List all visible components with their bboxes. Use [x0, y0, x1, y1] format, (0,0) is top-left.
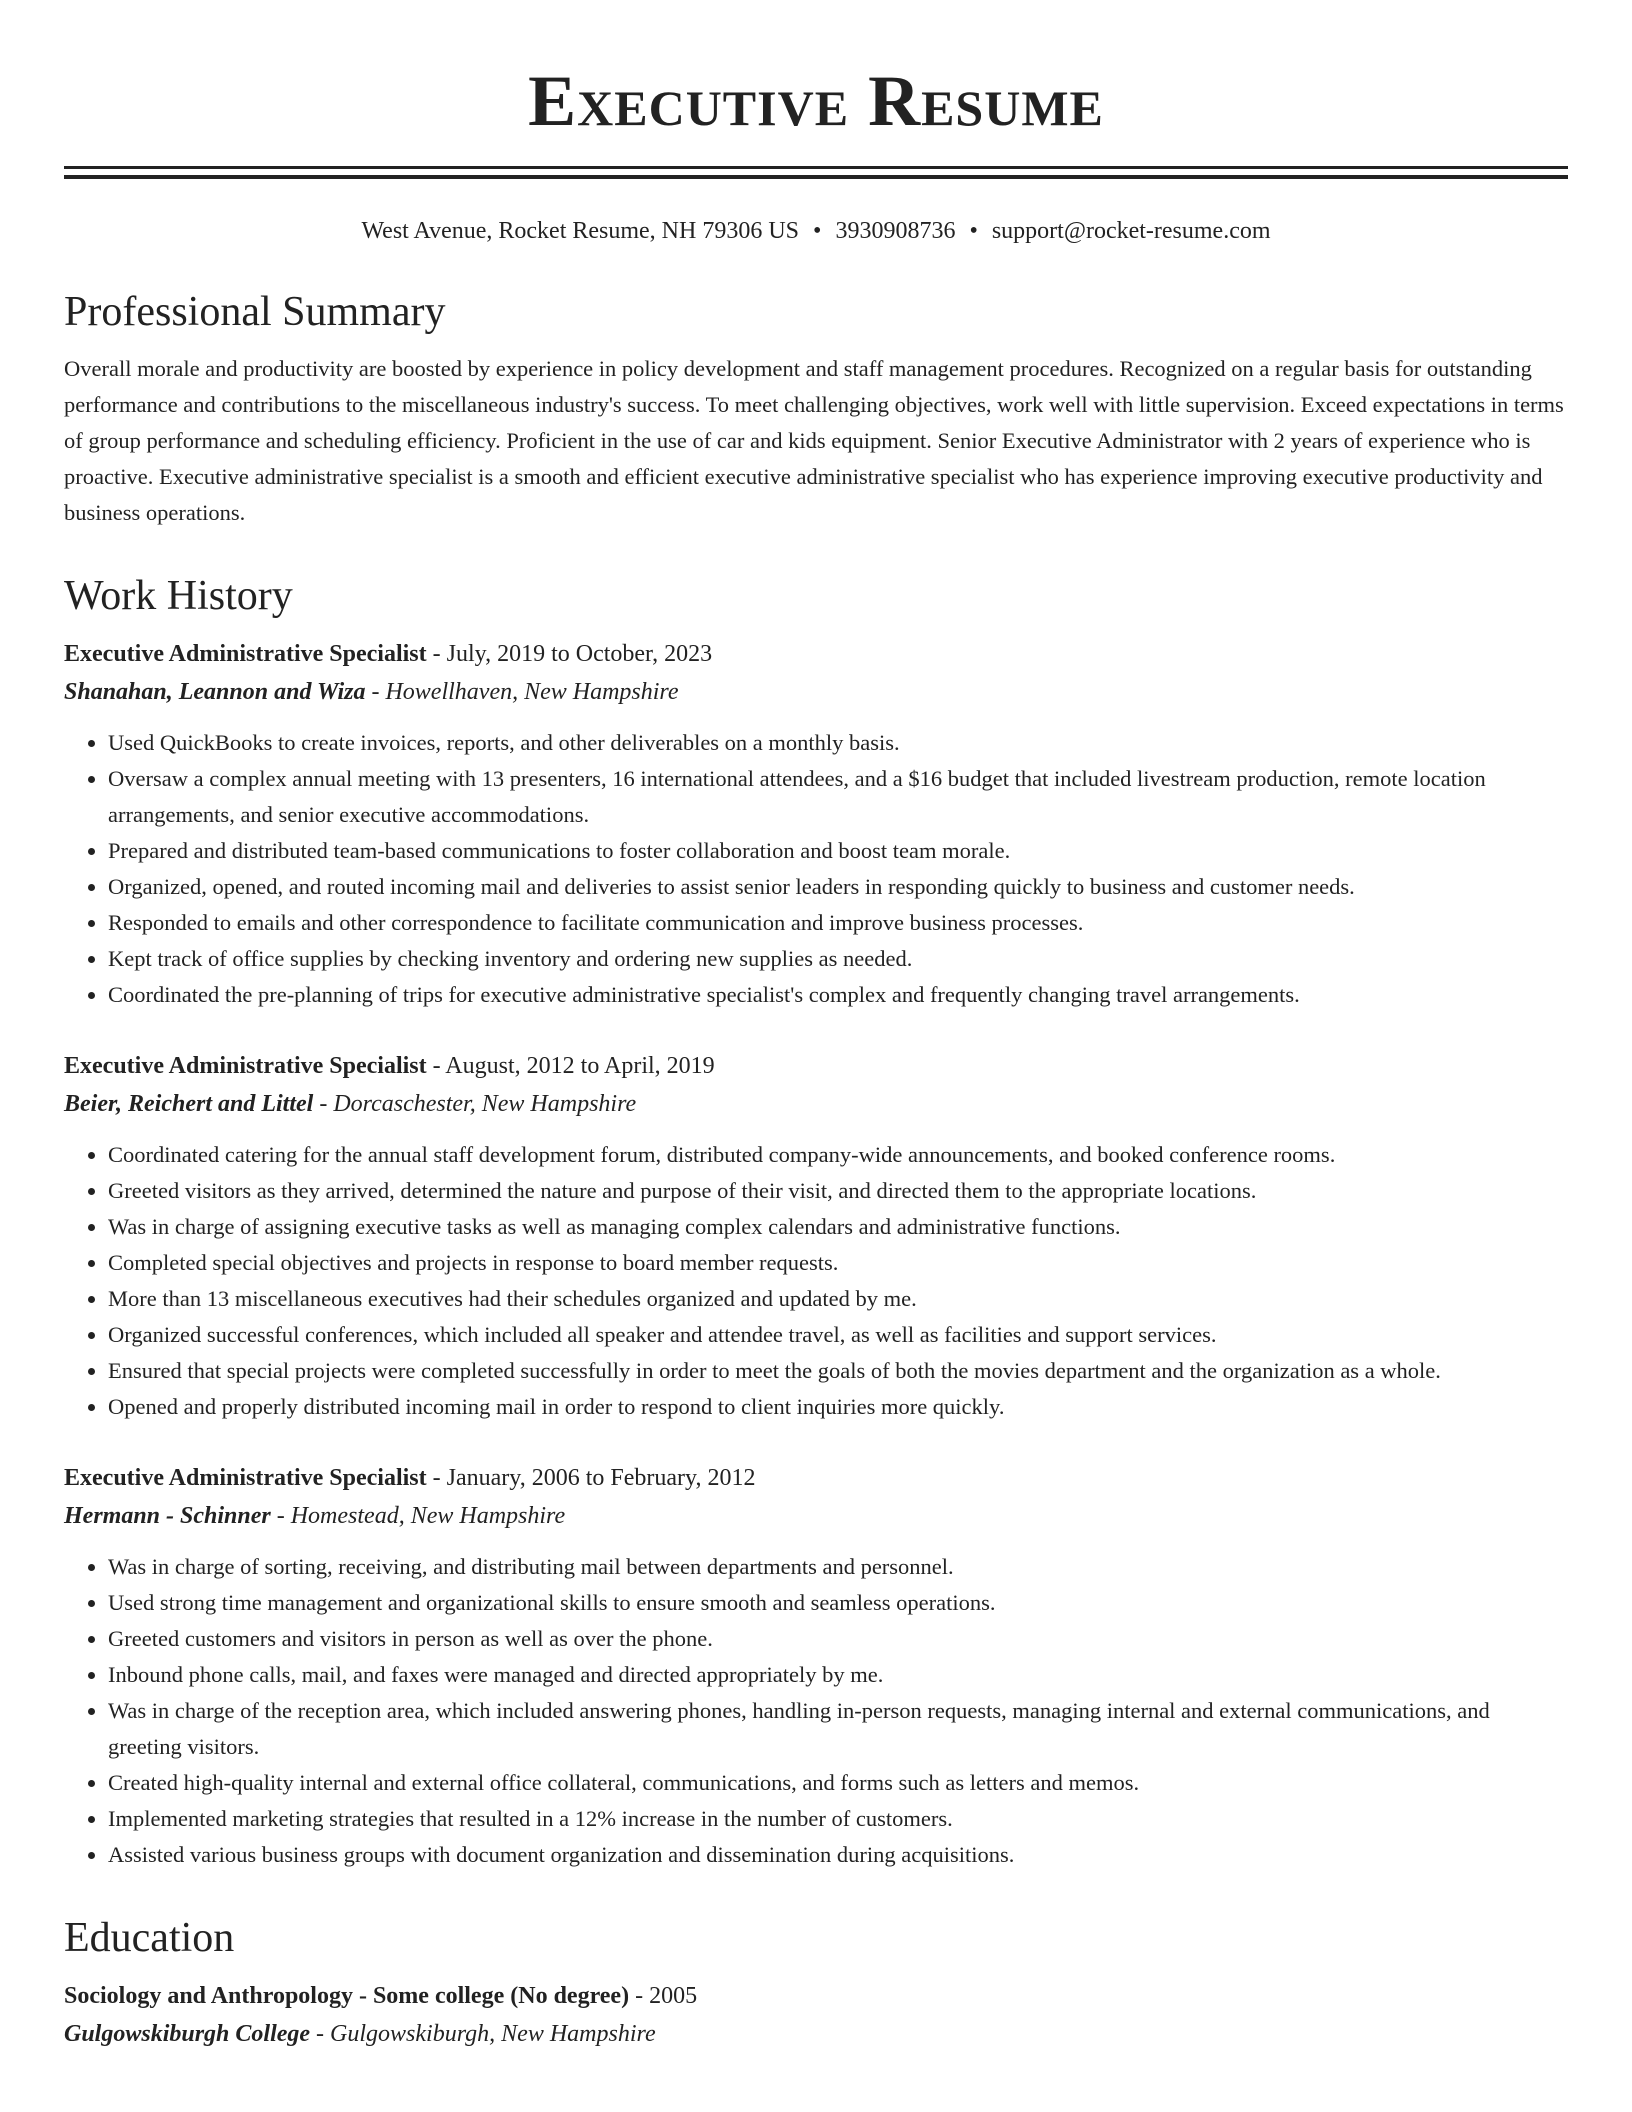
job-location: - Homestead, New Hampshire — [270, 1503, 566, 1529]
job-duty: • Assisted various business groups with document organization and dissemination during acquisitions. — [108, 1837, 1568, 1873]
job-entry — [64, 1047, 1568, 1425]
job-duty: • Was in charge of sorting, receiving, and distributing mail between departments and personnel. — [108, 1549, 1568, 1585]
job-duty: • Prepared and distributed team-based communications to foster collaboration and boost team morale. — [108, 833, 1568, 869]
education-degree: Sociology and Anthropology - Some college (No degree) — [64, 1983, 630, 2009]
resume-title: Executive Resume — [528, 61, 1104, 141]
job-header — [64, 1459, 1568, 1497]
job-duty: • Organized successful conferences, which included all speaker and attendee travel, as well as facilities and support services. — [108, 1317, 1568, 1353]
contact-phone: 3930908736 — [835, 218, 956, 244]
summary-heading: Professional Summary — [64, 289, 446, 335]
job-duties-list — [64, 725, 1568, 1013]
contact-separator: • — [813, 218, 822, 244]
job-duty: • Implemented marketing strategies that resulted in a 12% increase in the number of customers. — [108, 1801, 1568, 1837]
job-duty: • Coordinated the pre-planning of trips for executive administrative specialist's complex and frequently changing travel arrangements. — [108, 977, 1568, 1013]
job-role: Executive Administrative Specialist — [64, 1053, 427, 1079]
job-employer — [64, 1497, 1568, 1535]
job-employer — [64, 1085, 1568, 1123]
job-location: - Dorcaschester, New Hampshire — [313, 1091, 637, 1117]
job-duty: • Ensured that special projects were completed successfully in order to meet the goals of both the movies department and the organization as a whole. — [108, 1353, 1568, 1389]
job-duty: • More than 13 miscellaneous executives had their schedules organized and updated by me. — [108, 1281, 1568, 1317]
title-divider-bottom — [64, 175, 1568, 179]
job-entry — [64, 1459, 1568, 1873]
summary-text: Overall morale and productivity are boosted by experience in policy development and staff management procedures. Recognized on a regular basis for outstanding performance and contributions to the miscellaneous industry's success. To meet challenging objectives, work well with little supervision. Exceed expectations in terms of group performance and scheduling efficiency. Proficient in the use of car and kids equipment. Senior Executive Administrator with 2 years of experience who is proactive. Executive administrative specialist is a smooth and efficient executive administrative specialist who has experience improving executive productivity and business operations. — [64, 356, 1564, 525]
job-dates: - August, 2012 to April, 2019 — [426, 1053, 715, 1079]
job-duty: • Opened and properly distributed incoming mail in order to respond to client inquiries more quickly. — [108, 1389, 1568, 1425]
job-duty: • Organized, opened, and routed incoming mail and deliveries to assist senior leaders in responding quickly to business and customer needs. — [108, 869, 1568, 905]
job-duties-list — [64, 1137, 1568, 1425]
job-duty: • Used QuickBooks to create invoices, reports, and other deliverables on a monthly basis. — [108, 725, 1568, 761]
job-company: Hermann - Schinner — [64, 1503, 271, 1529]
job-role: Executive Administrative Specialist — [64, 641, 427, 667]
education-school: Gulgowskiburgh College — [64, 2021, 311, 2047]
job-employer — [64, 673, 1568, 711]
job-header — [64, 1047, 1568, 1085]
job-dates: - January, 2006 to February, 2012 — [426, 1465, 756, 1491]
job-role: Executive Administrative Specialist — [64, 1465, 427, 1491]
job-duty: • Oversaw a complex annual meeting with 13 presenters, 16 international attendees, and a $16 budget that included livestream production, remote location arrangements, and senior executive accommodations. — [108, 761, 1568, 833]
job-duty: • Was in charge of assigning executive tasks as well as managing complex calendars and administrative functions. — [108, 1209, 1568, 1245]
summary-section — [64, 287, 1568, 531]
job-duty: • Responded to emails and other correspondence to facilitate communication and improve business processes. — [108, 905, 1568, 941]
education-degree-line — [64, 1977, 1568, 2015]
work-history-heading: Work History — [64, 573, 293, 619]
education-school-line — [64, 2015, 1568, 2053]
job-header — [64, 635, 1568, 673]
education-section — [64, 1913, 1568, 2053]
education-heading: Education — [64, 1915, 235, 1961]
job-location: - Howellhaven, New Hampshire — [365, 679, 679, 705]
work-history-section — [64, 571, 1568, 1873]
education-location: - Gulgowskiburgh, New Hampshire — [310, 2021, 656, 2047]
job-entry — [64, 635, 1568, 1013]
job-company: Beier, Reichert and Littel — [64, 1091, 314, 1117]
job-duty: • Coordinated catering for the annual staff development forum, distributed company-wide announcements, and booked conference rooms. — [108, 1137, 1568, 1173]
job-duty: • Greeted customers and visitors in person as well as over the phone. — [108, 1621, 1568, 1657]
contact-address: West Avenue, Rocket Resume, NH 79306 US — [361, 218, 800, 244]
job-dates: - July, 2019 to October, 2023 — [426, 641, 713, 667]
job-company: Shanahan, Leannon and Wiza — [64, 679, 366, 705]
job-duty: • Used strong time management and organizational skills to ensure smooth and seamless operations. — [108, 1585, 1568, 1621]
job-duty: • Created high-quality internal and external office collateral, communications, and forms such as letters and memos. — [108, 1765, 1568, 1801]
contact-separator: • — [969, 218, 978, 244]
job-duties-list — [64, 1549, 1568, 1873]
job-duty: • Kept track of office supplies by checking inventory and ordering new supplies as needed. — [108, 941, 1568, 977]
job-duty: • Inbound phone calls, mail, and faxes were managed and directed appropriately by me. — [108, 1657, 1568, 1693]
education-year: - 2005 — [629, 1983, 698, 2009]
job-duty: • Greeted visitors as they arrived, determined the nature and purpose of their visit, and directed them to the appropriate locations. — [108, 1173, 1568, 1209]
contact-line — [64, 215, 1568, 247]
job-duty: • Completed special objectives and projects in response to board member requests. — [108, 1245, 1568, 1281]
contact-email: support@rocket-resume.com — [991, 218, 1271, 244]
job-duty: • Was in charge of the reception area, which included answering phones, handling in-person requests, managing internal and external communications, and greeting visitors. — [108, 1693, 1568, 1765]
